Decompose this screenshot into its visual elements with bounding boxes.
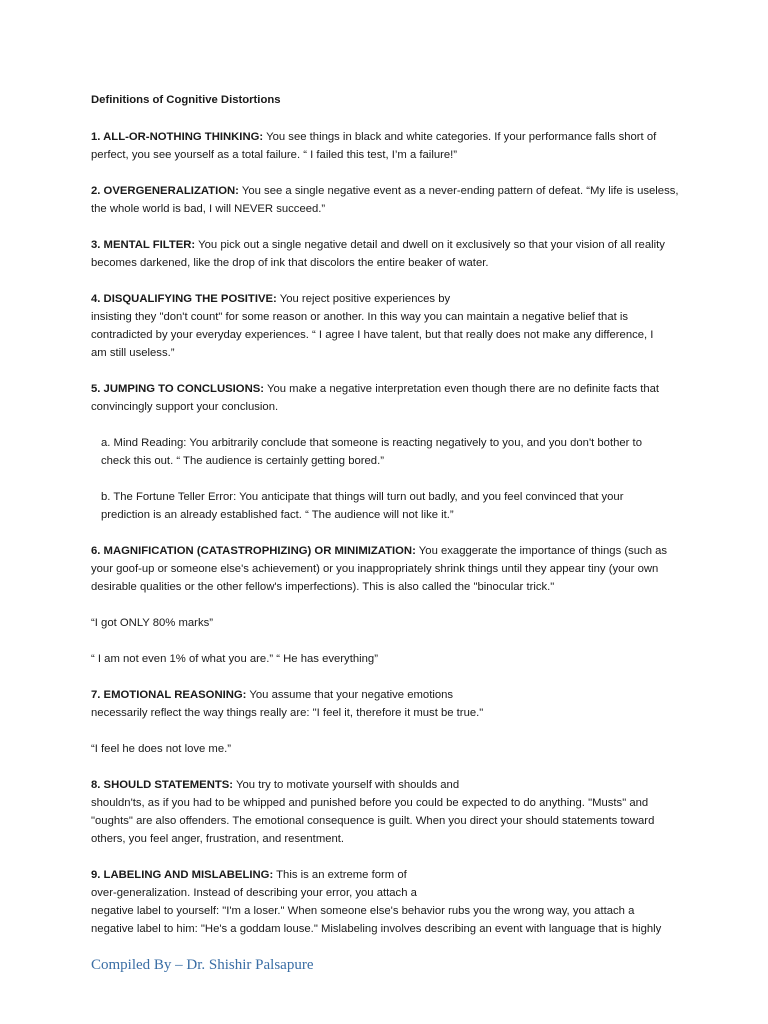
distortion-term: 7. EMOTIONAL REASONING: [91,689,247,701]
line-text: “ I am not even 1% of what you are.” “ He has everything” [91,653,378,665]
line-text: convincingly support your conclusion. [91,401,279,413]
line-text: negative label to yourself: "I'm a loser." When someone else's behavior rubs you the wrong way, you attach a [91,905,635,917]
distortion-term: 3. MENTAL FILTER: [91,239,196,251]
line-text: insisting they "don't count" for some reason or another. In this way you can maintain a negative belief that is [91,311,629,323]
line-text: check this out. “ The audience is certainly getting bored.” [101,455,384,467]
document-body [91,91,691,956]
text-line [91,794,691,812]
text-line [91,344,691,362]
text-line [91,884,691,902]
text-line [91,704,691,722]
text-line [91,920,691,938]
text-line [91,866,691,884]
line-text: You try to motivate yourself with shoulds and [233,779,460,791]
line-text: contradicted by your everyday experiences. “ I agree I have talent, but that really does not make any difference, I [91,329,654,341]
text-line [91,380,691,398]
line-text: You exaggerate the importance of things (such as [415,545,668,557]
paragraph [91,182,691,218]
text-line [91,614,691,632]
document-title: Definitions of Cognitive Distortions [91,94,281,106]
text-line [91,182,691,200]
paragraph [91,542,691,596]
paragraph [91,740,691,758]
paragraph [91,128,691,164]
text-line [91,326,691,344]
line-text: the whole world is bad, I will NEVER succeed.” [91,203,326,215]
text-line [101,434,691,452]
line-text: “I feel he does not love me.” [91,743,232,755]
line-text: You make a negative interpretation even though there are no definite facts that [264,383,660,395]
distortion-term: 8. SHOULD STATEMENTS: [91,779,234,791]
line-text: You reject positive experiences by [276,293,451,305]
line-text: You see a single negative event as a never-ending pattern of defeat. “My life is useless, [238,185,679,197]
text-line [91,308,691,326]
line-text: others, you feel anger, frustration, and resentment. [91,833,345,845]
paragraph [91,866,691,938]
line-text: You pick out a single negative detail and dwell on it exclusively so that your vision of all reality [195,239,665,251]
paragraph [91,290,691,362]
line-text: becomes darkened, like the drop of ink that discolors the entire beaker of water. [91,257,489,269]
line-text: am still useless.” [91,347,175,359]
text-line [91,650,691,668]
paragraph [91,650,691,668]
paragraph [91,614,691,632]
text-line [91,686,691,704]
text-line [91,128,691,146]
text-line [91,776,691,794]
distortion-term: 6. MAGNIFICATION (CATASTROPHIZING) OR MINIMIZATION: [91,545,416,557]
text-line [91,290,691,308]
paragraph [91,776,691,848]
text-line [91,398,691,416]
line-text: b. The Fortune Teller Error: You anticipate that things will turn out badly, and you feel convinced that your [101,491,624,503]
text-line [91,254,691,272]
text-line [91,146,691,164]
text-line [101,452,691,470]
distortion-term: 9. LABELING AND MISLABELING: [91,869,274,881]
distortion-term: 5. JUMPING TO CONCLUSIONS: [91,383,265,395]
line-text: necessarily reflect the way things really are: "I feel it, therefore it must be true." [91,707,484,719]
line-text: a. Mind Reading: You arbitrarily conclude that someone is reacting negatively to you, and you don't bother to [101,437,642,449]
text-line [91,830,691,848]
line-text: over-generalization. Instead of describing your error, you attach a [91,887,417,899]
paragraph [91,686,691,722]
line-text: "oughts" are also offenders. The emotional consequence is guilt. When you direct your should statements toward [91,815,655,827]
line-text: shouldn'ts, as if you had to be whipped and punished before you could be expected to do anything. "Musts" and [91,797,649,809]
text-line [91,542,691,560]
text-line [101,506,691,524]
distortion-term: 4. DISQUALIFYING THE POSITIVE: [91,293,277,305]
line-text: prediction is an already established fact. “ The audience will not like it.” [101,509,454,521]
text-line [91,236,691,254]
line-text: “I got ONLY 80% marks” [91,617,214,629]
line-text: You assume that your negative emotions [246,689,454,701]
line-text: You see things in black and white categories. If your performance falls short of [263,131,657,143]
text-line [91,902,691,920]
line-text: This is an extreme form of [273,869,407,881]
line-text: your goof-up or someone else's achievement) or you inappropriately shrink things until they appear tiny (your own [91,563,659,575]
line-text: perfect, you see yourself as a total failure. “ I failed this test, I’m a failure!” [91,149,458,161]
line-text: negative label to him: "He's a goddam louse." Mislabeling involves describing an event with language that is highly [91,923,662,935]
distortion-term: 1. ALL-OR-NOTHING THINKING: [91,131,264,143]
distortion-term: 2. OVERGENERALIZATION: [91,185,239,197]
footer-credit: Compiled By – Dr. Shishir Palsapure [91,957,314,973]
text-line [101,488,691,506]
paragraph [91,488,691,524]
paragraph [91,236,691,272]
paragraph [91,434,691,470]
paragraph [91,380,691,416]
text-line [91,578,691,596]
text-line [91,200,691,218]
text-line [91,560,691,578]
text-line [91,812,691,830]
text-line [91,740,691,758]
line-text: desirable qualities or the other fellow's imperfections). This is also called the "binocular trick." [91,581,555,593]
